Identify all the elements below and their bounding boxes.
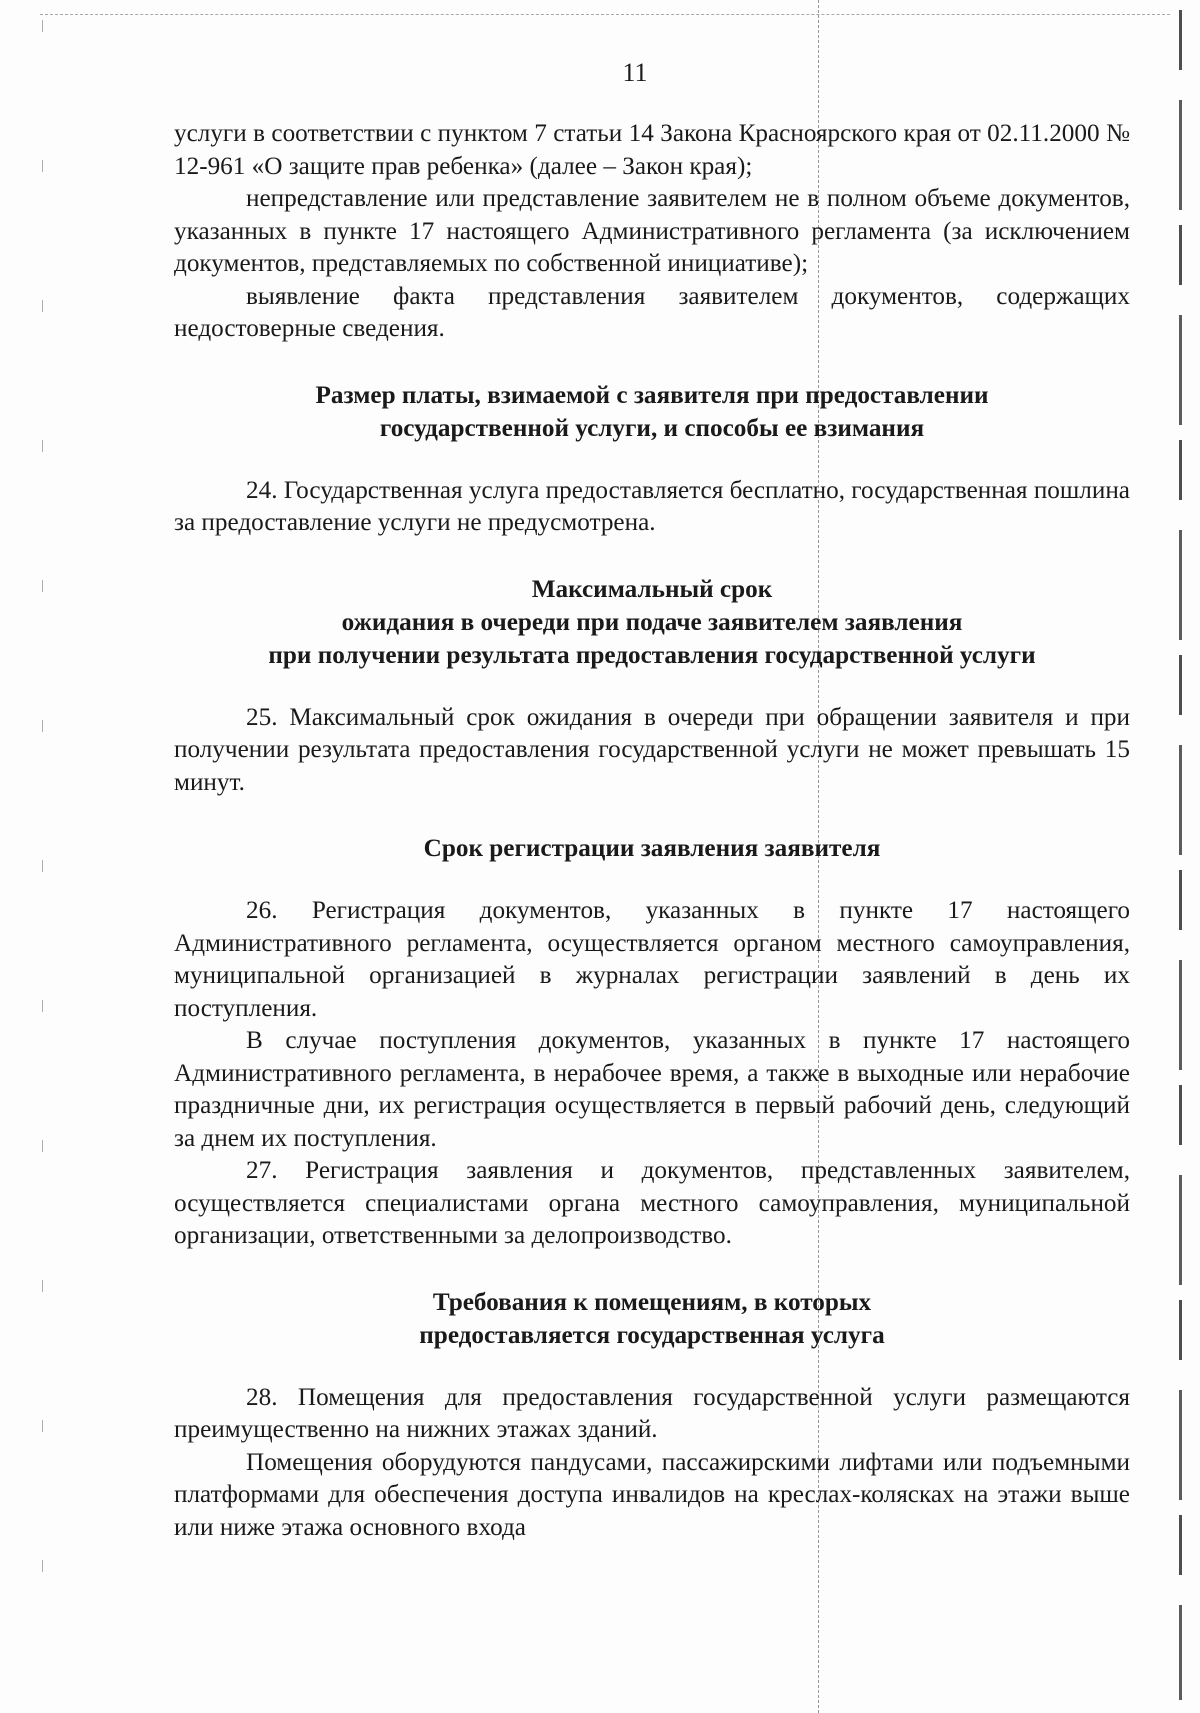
section-heading bbox=[174, 1286, 1130, 1352]
heading-line: Размер платы, взимаемой с заявителя при предоставлении bbox=[315, 381, 989, 409]
paragraph: 28. Помещения для предоставления государственной услуги размещаются преимущественно на нижних этажах зданий. bbox=[174, 1383, 1130, 1443]
heading-line: государственной услуги, и способы ее взимания bbox=[379, 414, 925, 442]
page-number: 11 bbox=[622, 58, 648, 87]
paragraph: выявление факта представления заявителем документов, содержащих недостоверные сведения. bbox=[174, 282, 1130, 342]
heading-line: ожидания в очереди при подаче заявителем заявления bbox=[341, 608, 963, 636]
scan-right-edge bbox=[1179, 10, 1182, 1700]
document-body bbox=[174, 118, 1130, 1544]
paragraph: 25. Максимальный срок ожидания в очереди при обращении заявителя и при получении результата предоставления государственной услуги не может превышать 15 минут. bbox=[174, 703, 1130, 796]
paragraph: Помещения оборудуются пандусами, пассажирскими лифтами или подъемными платформами для обеспечения доступа инвалидов на креслах-колясках на этажи выше или ниже этажа основного входа bbox=[174, 1448, 1130, 1541]
paragraph: В случае поступления документов, указанных в пункте 17 настоящего Административного регламента, в нерабочее время, а также в выходные или нерабочие праздничные дни, их регистрация осуществляется в первый рабочий день, следующий за днем их поступления. bbox=[174, 1027, 1130, 1152]
heading-line: Максимальный срок bbox=[531, 575, 773, 603]
section-heading bbox=[174, 573, 1130, 672]
paragraph: 27. Регистрация заявления и документов, представленных заявителем, осуществляется специалистами органа местного самоуправления, муниципальной организации, ответственными за делопроизводство. bbox=[174, 1157, 1130, 1249]
heading-line: Требования к помещениям, в которых bbox=[432, 1288, 872, 1316]
paragraph: 26. Регистрация документов, указанных в пункте 17 настоящего Административного регламента, осуществляется органом местного самоуправления, муниципальной организацией в журналах регистрации заявлений в день их поступления. bbox=[174, 897, 1130, 1022]
paragraph: непредставление или представление заявителем не в полном объеме документов, указанных в пункте 17 настоящего Административного регламента (за исключением документов, представляемых по собственной инициативе); bbox=[174, 185, 1130, 277]
section-heading bbox=[174, 379, 1130, 445]
heading-line: Срок регистрации заявления заявителя bbox=[423, 835, 881, 862]
paragraph: услуги в соответствии с пунктом 7 статьи 14 Закона Красноярского края от 02.11.2000 № 12-961 «О защите прав ребенка» (далее – Закон края); bbox=[174, 120, 1130, 180]
paragraph: 24. Государственная услуга предоставляется бесплатно, государственная пошлина за предоставление услуги не предусмотрена. bbox=[174, 476, 1130, 536]
section-heading bbox=[174, 832, 1130, 865]
heading-line: предоставляется государственная услуга bbox=[419, 1321, 885, 1349]
scan-left-edge bbox=[42, 20, 43, 1700]
heading-line: при получении результата предоставления государственной услуги bbox=[268, 641, 1036, 669]
scan-top-edge bbox=[40, 14, 1170, 15]
